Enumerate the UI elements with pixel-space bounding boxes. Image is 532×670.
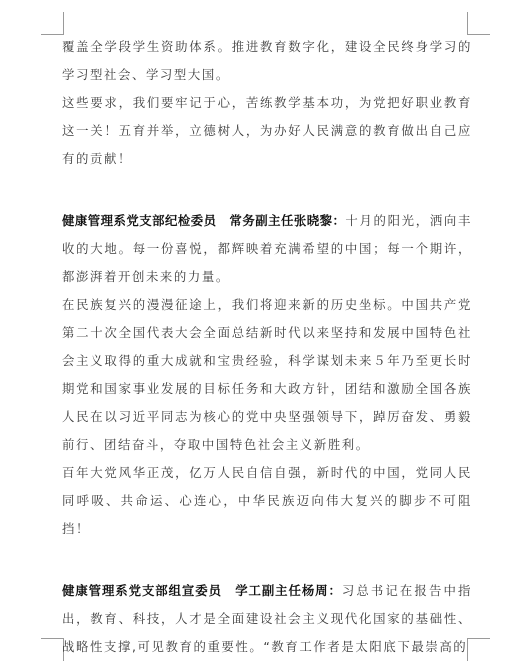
paragraph-gap	[62, 173, 472, 207]
document-body	[62, 33, 472, 661]
paragraph-text: 十月的阳光，洒向丰收的大地。每一份喜悦，都辉映着充满希望的中国；每一个期许，都澎湃着开创未来的力量。	[62, 213, 472, 284]
speech-paragraph	[62, 577, 472, 661]
paragraph	[62, 291, 472, 459]
speaker-name: 健康管理系党支部纪检委员 常务副主任张晓黎：	[62, 213, 346, 228]
paragraph-text: 这些要求，我们要牢记于心，苦练教学基本功，为党把好职业教育这一关！五育并举，立德树人，为办好人民满意的教育做出自己应有的贡献！	[62, 95, 472, 166]
paragraph-text: 习总书记在报告中指出，教育、科技，人才是全面建设社会主义现代化国家的基础性、战略性支撑,可见教育的重要性。“教育工作者是太阳底下最崇高的	[62, 583, 472, 654]
crop-mark-top-right	[467, 12, 490, 35]
speaker-name: 健康管理系党支部组宣委员 学工副主任杨周：	[62, 583, 342, 598]
paragraph-gap	[62, 543, 472, 577]
crop-mark-bottom-left	[41, 638, 64, 661]
paragraph	[62, 33, 472, 89]
paragraph	[62, 89, 472, 173]
paragraph-text: 覆盖全学段学生资助体系。推进教育数字化，建设全民终身学习的学习型社会、学习型大国。	[62, 39, 472, 82]
speech-paragraph	[62, 207, 472, 291]
paragraph-text: 在民族复兴的漫漫征途上，我们将迎来新的历史坐标。中国共产党第二十次全国代表大会全面总结新时代以来坚持和发展中国特色社会主义取得的重大成就和宝贵经验，科学谋划未来５年乃至更长时期党和国家事业发展的目标任务和大政方针，团结和激励全国各族人民在以习近平同志为核心的党中央坚强领导下，踔厉奋发、勇毅前行、团结奋斗，夺取中国特色社会主义新胜利。	[62, 297, 472, 452]
paragraph	[62, 459, 472, 543]
paragraph-text: 百年大党风华正茂，亿万人民自信自强，新时代的中国，党同人民同呼吸、共命运、心连心，中华民族迈向伟大复兴的脚步不可阻挡！	[62, 465, 472, 536]
crop-mark-top-left	[41, 12, 64, 35]
